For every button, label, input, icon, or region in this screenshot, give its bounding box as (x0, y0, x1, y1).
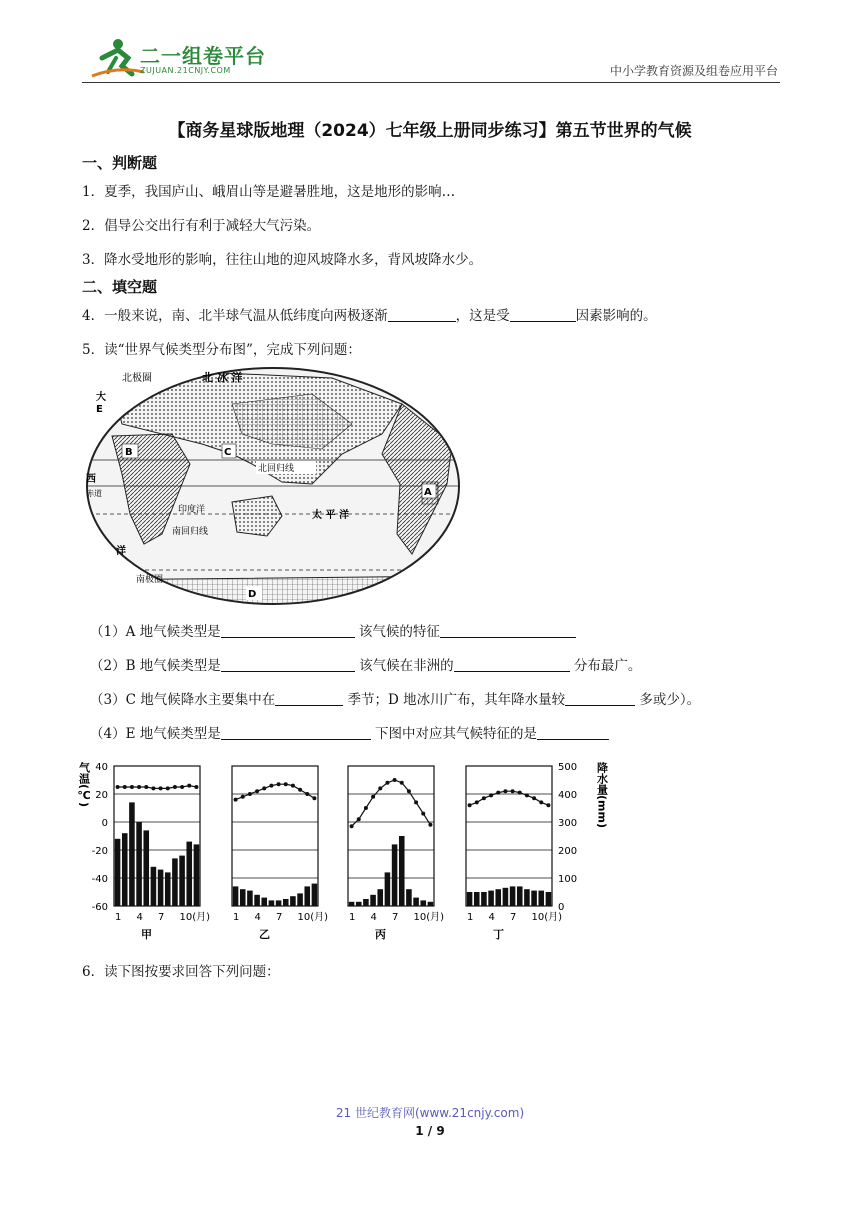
temp-point (187, 784, 191, 788)
right-axis-title: 降水量(mm) (595, 762, 609, 828)
month-tick-label: 10(月) (531, 912, 563, 923)
precip-bar (115, 839, 121, 906)
temp-point (371, 795, 375, 799)
temp-point (489, 793, 493, 797)
precip-bar (406, 889, 412, 906)
temp-line (118, 786, 197, 789)
precip-bar (474, 892, 480, 906)
precip-bar (283, 899, 289, 906)
temp-point (241, 795, 245, 799)
map-label-atlantic-y: 洋 (116, 546, 126, 557)
temp-point (194, 785, 198, 789)
chart-panel-frame (348, 766, 434, 906)
month-tick-label: 1 (349, 912, 356, 923)
month-tick-label: 1 (467, 912, 474, 923)
precip-bar (467, 892, 473, 906)
month-tick-label: 10(月) (297, 912, 329, 923)
chart-panel-frame (466, 766, 552, 906)
precip-bar (261, 898, 267, 906)
temp-line (236, 784, 315, 799)
month-tick-label: 7 (392, 912, 399, 923)
month-tick-label: 1 (233, 912, 240, 923)
temp-point (173, 785, 177, 789)
map-label-b: B (125, 447, 133, 458)
question-4-part-c: 因素影响的。 (575, 308, 657, 324)
map-label-antarctic-circle: 南极圈 (136, 575, 164, 585)
temp-tick-label: 20 (95, 790, 108, 801)
question-6: 6．读下图按要求回答下列问题： (82, 964, 280, 980)
question-5-3 (90, 688, 700, 708)
month-tick-label: 4 (136, 912, 143, 923)
temp-point (166, 786, 170, 790)
temp-tick-label: -60 (91, 902, 108, 913)
precip-bar (385, 872, 391, 906)
precip-bar (481, 892, 487, 906)
month-tick-label: 4 (254, 912, 261, 923)
answer-blank[interactable] (275, 691, 343, 706)
temp-point (511, 789, 515, 793)
temp-point (525, 793, 529, 797)
month-tick-label: 10(月) (413, 912, 445, 923)
question-5-4-b: 下图中对应其气候特征的是 (370, 726, 538, 742)
precip-bar (495, 889, 501, 906)
temp-point (248, 792, 252, 796)
answer-blank[interactable] (510, 307, 576, 322)
precip-bar (254, 895, 260, 906)
precip-bar (531, 891, 537, 906)
precip-bar (363, 899, 369, 906)
header-platform-text: 中小学教育资源及组卷应用平台 (609, 64, 778, 78)
precip-bar (413, 898, 419, 906)
temp-line (470, 791, 549, 805)
page-title: 【商务星球版地理（2024）七年级上册同步练习】第五节世界的气候 (168, 121, 692, 141)
precip-bar (349, 902, 355, 906)
temp-point (151, 786, 155, 790)
map-label-e: E (96, 404, 103, 415)
question-5-2 (90, 654, 641, 674)
precip-tick-label: 0 (558, 902, 565, 913)
answer-blank[interactable] (454, 657, 570, 672)
temp-point (284, 782, 288, 786)
answer-blank[interactable] (565, 691, 635, 706)
page-number: 1 / 9 (415, 1124, 445, 1138)
temp-point (312, 796, 316, 800)
question-1: 1．夏季，我国庐山、峨眉山等是避暑胜地，这是地形的影响… (82, 184, 456, 200)
month-tick-label: 1 (115, 912, 122, 923)
temp-line (352, 780, 431, 826)
temp-point (496, 791, 500, 795)
temp-point (277, 782, 281, 786)
precip-bar (233, 886, 239, 906)
temp-tick-label: -40 (91, 874, 108, 885)
map-label-tropic-south: 南回归线 (172, 527, 209, 537)
left-axis-title: 气温(℃) (77, 762, 91, 808)
precip-bar (428, 902, 434, 906)
precip-bar (370, 895, 376, 906)
precip-bar (186, 842, 192, 906)
temp-point (159, 786, 163, 790)
precip-bar (399, 836, 405, 906)
temp-point (234, 798, 238, 802)
precip-bar (194, 844, 200, 906)
climate-charts (77, 748, 622, 944)
footer-site: 21 世纪教育网(www.21cnjy.com) (335, 1106, 525, 1120)
question-3: 3．降水受地形的影响，往往山地的迎风坡降水多，背风坡降水少。 (82, 252, 483, 268)
month-tick-label: 7 (158, 912, 165, 923)
question-5-3-a: （3）C 地气候降水主要集中在 (90, 692, 276, 708)
map-label-tropic-north: 北回归线 (258, 464, 295, 474)
temp-point (116, 785, 120, 789)
precip-bar (420, 900, 426, 906)
precip-bar (392, 844, 398, 906)
question-5-1-b: 该气候的特征 (354, 624, 440, 640)
map-label-d: D (248, 589, 257, 600)
question-4-part-a: 4．一般来说，南、北半球气温从低纬度向两极逐渐 (82, 308, 388, 324)
precip-bar (538, 891, 544, 906)
temp-point (428, 823, 432, 827)
precip-bar (510, 886, 516, 906)
month-tick-label: 4 (488, 912, 495, 923)
temp-point (400, 781, 404, 785)
map-label-equator: 赤道 (86, 489, 102, 498)
temp-tick-label: 0 (101, 818, 108, 829)
question-5-3-b: 季节；D 地冰川广布，其年降水量较 (343, 692, 566, 708)
answer-blank[interactable] (388, 307, 456, 322)
question-5-4 (90, 722, 609, 742)
question-5-2-a: （2）B 地气候类型是 (90, 658, 221, 674)
map-label-a: A (424, 487, 432, 498)
chart-panel-frame (232, 766, 318, 906)
precip-tick-label: 200 (558, 846, 578, 857)
temp-point (482, 796, 486, 800)
question-5-1-a: （1）A 地气候类型是 (90, 624, 221, 640)
question-5-2-b: 该气候在非洲的 (354, 658, 454, 674)
month-tick-label: 7 (510, 912, 517, 923)
precip-bar (304, 886, 310, 906)
temp-point (364, 806, 368, 810)
section-heading-fill: 二、填空题 (82, 278, 158, 296)
temp-point (262, 786, 266, 790)
question-5-2-c: 分布最广。 (569, 658, 642, 674)
month-tick-label: 4 (370, 912, 377, 923)
precip-bar (143, 830, 149, 906)
temp-point (144, 785, 148, 789)
precip-bar (247, 891, 253, 906)
precip-bar (122, 833, 128, 906)
precip-bar (269, 900, 275, 906)
precip-bar (290, 896, 296, 906)
temp-point (407, 789, 411, 793)
month-tick-label: 10(月) (179, 912, 211, 923)
precip-bar (158, 870, 164, 906)
precip-bar (129, 802, 135, 906)
precip-bar (136, 822, 142, 906)
temp-point (503, 789, 507, 793)
temp-point (546, 803, 550, 807)
temp-point (298, 788, 302, 792)
precip-bar (151, 867, 157, 906)
temp-point (475, 800, 479, 804)
answer-blank[interactable] (221, 657, 355, 672)
map-label-indian-ocean: 印度洋 (178, 505, 206, 515)
chart-panel-name: 甲 (141, 928, 152, 941)
temp-point (393, 778, 397, 782)
temp-tick-label: -20 (91, 846, 108, 857)
temp-point (137, 785, 141, 789)
question-4 (82, 304, 657, 324)
answer-blank[interactable] (440, 623, 576, 638)
temp-point (123, 785, 127, 789)
answer-blank[interactable] (221, 725, 371, 740)
temp-point (414, 800, 418, 804)
question-5: 5．读“世界气候类型分布图”，完成下列问题： (82, 342, 361, 358)
precip-bar (488, 891, 494, 906)
map-label-atlantic-west: 西 (86, 474, 96, 485)
precip-bar (503, 888, 509, 906)
temp-point (378, 786, 382, 790)
precip-bar (165, 872, 171, 906)
temp-point (385, 781, 389, 785)
precip-tick-label: 500 (558, 762, 578, 773)
header-divider (82, 82, 780, 83)
section-heading-judge: 一、判断题 (82, 154, 158, 172)
chart-panel-name: 丁 (493, 928, 504, 941)
temp-point (468, 803, 472, 807)
temp-point (421, 812, 425, 816)
temp-point (130, 785, 134, 789)
precip-bar (179, 856, 185, 906)
precip-bar (240, 889, 246, 906)
precip-bar (312, 884, 318, 906)
map-label-c: C (224, 447, 232, 458)
temp-point (357, 817, 361, 821)
chart-panel-name: 丙 (375, 928, 386, 941)
temp-point (518, 791, 522, 795)
temp-point (532, 796, 536, 800)
world-climate-map (82, 364, 464, 608)
logo-text: 二一组卷平台 (140, 44, 266, 68)
answer-blank[interactable] (537, 725, 609, 740)
precip-bar (297, 893, 303, 906)
precip-tick-label: 300 (558, 818, 578, 829)
map-label-arctic-circle: 北极圈 (122, 373, 152, 384)
chart-panel-name: 乙 (259, 928, 270, 941)
answer-blank[interactable] (221, 623, 355, 638)
question-5-3-c: 多或少）。 (635, 692, 701, 708)
map-label-da: 大 (96, 392, 106, 403)
precip-bar (356, 902, 362, 906)
question-5-4-a: （4）E 地气候类型是 (90, 726, 221, 742)
precip-bar (517, 886, 523, 906)
temp-point (255, 789, 259, 793)
map-label-arctic-ocean: 北 冰 洋 (202, 371, 243, 384)
temp-point (180, 785, 184, 789)
precip-bar (172, 858, 178, 906)
month-tick-label: 7 (276, 912, 283, 923)
precip-bar (276, 900, 282, 906)
temp-point (305, 792, 309, 796)
temp-point (291, 784, 295, 788)
temp-point (350, 824, 354, 828)
question-2: 2．倡导公交出行有利于减轻大气污染。 (82, 218, 321, 234)
question-5-1 (90, 620, 576, 640)
logo-subtext: ZUJUAN.21CNJY.COM (140, 66, 231, 75)
precip-tick-label: 100 (558, 874, 578, 885)
temp-point (539, 800, 543, 804)
temp-point (269, 784, 273, 788)
precip-bar (524, 889, 530, 906)
question-4-part-b: ，这是受 (455, 308, 510, 324)
map-label-pacific: 太 平 洋 (312, 510, 349, 521)
precip-bar (546, 892, 552, 906)
precip-bar (377, 889, 383, 906)
temp-tick-label: 40 (95, 762, 108, 773)
precip-tick-label: 400 (558, 790, 578, 801)
